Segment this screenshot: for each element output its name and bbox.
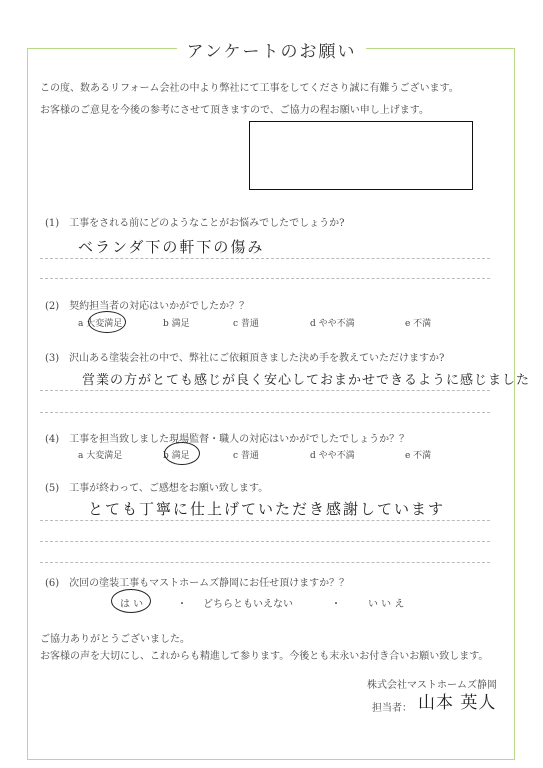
q2-option-a: a 大変満足 — [78, 319, 123, 329]
answer-3-handwritten: 営業の方がとても感じが良く安心しておまかせできるように感じました — [82, 373, 531, 388]
answer-line — [40, 278, 490, 279]
staff-label: 担当者： — [372, 703, 412, 714]
answer-line — [40, 541, 490, 542]
question-4: (4) 工事を担当致しました現場監督・職人の対応はいかがでしたでしょうか？？ — [45, 434, 410, 445]
answer-5-handwritten: とても丁寧に仕上げていただき感謝しています — [88, 500, 446, 518]
question-1: (1) 工事をされる前にどのようなことがお悩みでしたでしょうか? — [45, 218, 345, 229]
question-6: (6) 次回の塗装工事もマストホームズ静岡にお任せ頂けますか？？ — [45, 578, 350, 589]
answer-line — [40, 520, 490, 521]
q2-option-d: d やや不満 — [310, 319, 355, 329]
q6-separator-2: ・ — [331, 599, 341, 610]
q6-option-neutral: どちらともいえない — [203, 599, 293, 610]
survey-title: アンケートのお願い — [0, 37, 543, 62]
answer-line — [40, 258, 490, 259]
question-2: (2) 契約担当者の対応はいかがでしたか？？ — [45, 301, 250, 312]
answer-1-handwritten: ベランダ下の軒下の傷み — [78, 238, 265, 256]
q6-option-yes: は い — [120, 599, 144, 610]
q2-option-c: c 普通 — [233, 319, 259, 329]
company-name: 株式会社マストホームズ静岡 — [367, 680, 497, 691]
selection-circle — [111, 589, 151, 613]
question-3: (3) 沢山ある塗装会社の中で、弊社にご依頼頂きました決め手を教えていただけますか? — [45, 353, 445, 364]
intro-line-2: お客様のご意見を今後の参考にさせて頂きますので、ご協力の程お願い申し上げます。 — [40, 105, 429, 116]
q6-option-no: い い え — [368, 599, 405, 610]
q2-option-b: b 満足 — [163, 319, 190, 329]
selection-circle — [164, 442, 200, 465]
question-5: (5) 工事が終わって、ご感想をお願い致します。 — [45, 483, 269, 494]
selection-circle — [88, 311, 126, 333]
q4-option-b: b 満足 — [163, 451, 190, 461]
q4-option-d: d やや不満 — [310, 451, 355, 461]
q4-option-c: c 普通 — [233, 451, 259, 461]
staff-signature: 山本 英人 — [418, 693, 497, 713]
answer-line — [40, 562, 490, 563]
answer-line — [40, 412, 490, 413]
q6-separator-1: ・ — [177, 599, 187, 610]
q4-option-e: e 不満 — [405, 451, 432, 461]
q4-option-a: a 大変満足 — [78, 451, 123, 461]
intro-line-1: この度、数あるリフォーム会社の中より弊社にて工事をしてくださり誠に有難うございます。 — [40, 83, 459, 94]
q2-option-e: e 不満 — [405, 319, 432, 329]
redacted-box — [249, 121, 473, 190]
closing-line-2: お客様の声を大切にし、これからも精進して参ります。今後とも末永いお付き合いお願い致します。 — [40, 651, 489, 662]
answer-line — [40, 390, 490, 391]
closing-line-1: ご協力ありがとうございました。 — [40, 634, 190, 645]
